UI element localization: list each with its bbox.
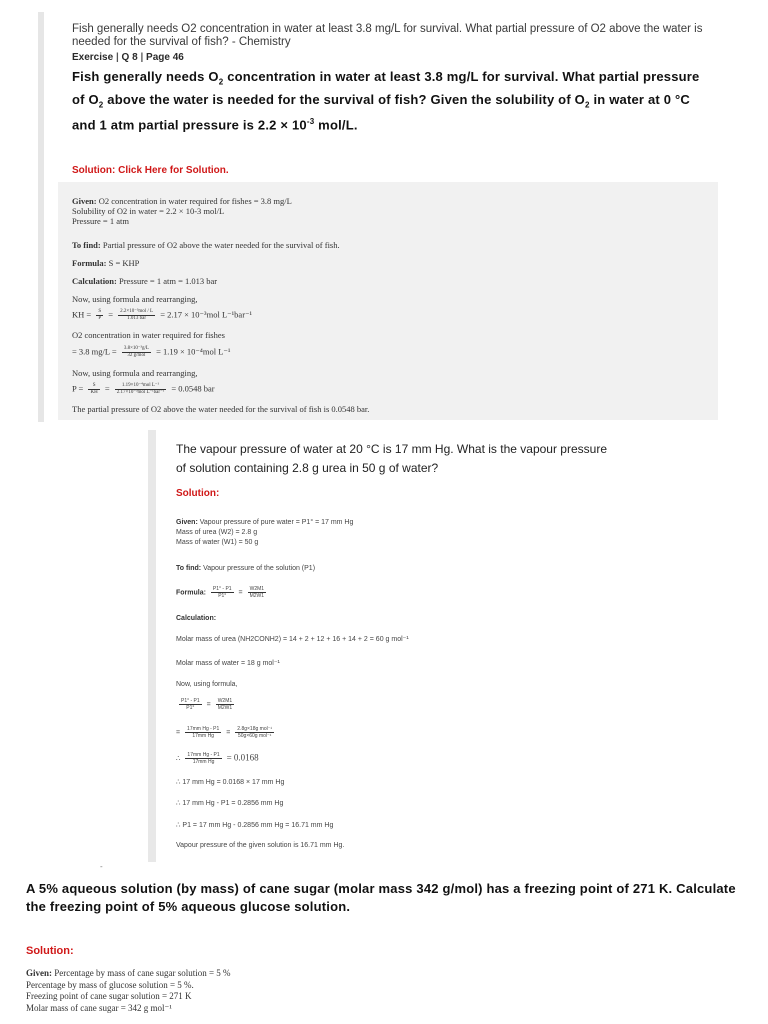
- formula-line: [176, 586, 269, 599]
- now-using-line: Now, using formula and rearranging,: [72, 294, 198, 304]
- conclusion-line: Vapour pressure of the given solution is 16.71 mm Hg.: [176, 842, 345, 849]
- fraction-denominator: P: [98, 316, 102, 321]
- kh-equation: [72, 309, 252, 322]
- glucose-percentage-line: Percentage by mass of glucose solution = 5 %.: [26, 980, 194, 990]
- pressure-line: Pressure = 1 atm: [72, 216, 129, 226]
- fraction-denominator: P1°: [218, 593, 227, 599]
- formula-label: Formula:: [176, 589, 206, 597]
- question-part: concentration in water at least 3.8 mg/L for survival. What partial pressure of O: [72, 69, 700, 107]
- exercise-label: Exercise: [72, 52, 114, 63]
- question-block-vapour-pressure: [148, 430, 614, 862]
- fraction-denominator: 2.17×10⁻³mol L⁻¹bar⁻¹: [116, 390, 165, 395]
- to-find-text: Vapour pressure of the solution (P1): [203, 565, 316, 572]
- fraction: [115, 383, 166, 396]
- fraction: [96, 309, 103, 322]
- molar-mass-urea-line: Molar mass of urea (NH2CONH2) = 14 + 2 + 12 + 16 + 14 + 2 = 60 g mol⁻¹: [176, 636, 409, 643]
- therefore-symbol: ∴: [176, 755, 181, 763]
- calculation-label-text: Calculation:: [176, 615, 217, 622]
- question-text: A 5% aqueous solution (by mass) of cane sugar (molar mass 342 g/mol) has a freezing point of 271 K. Calculate the freezing point of 5% aqueous glucose solution.: [26, 881, 736, 914]
- molar-mass-line: Molar mass of cane sugar = 342 g mol⁻¹: [26, 1003, 172, 1013]
- fraction-numerator: 1.19×10⁻⁴mol L⁻¹: [115, 383, 166, 390]
- fraction-denominator: M2W1: [249, 593, 265, 599]
- calculation-text: Pressure = 1 atm = 1.013 bar: [119, 276, 218, 286]
- fraction: [248, 586, 266, 599]
- given-text: Percentage by mass of cane sugar solution = 5 %: [54, 968, 231, 978]
- fraction-numerator: P1° - P1: [181, 698, 200, 704]
- fraction-denominator: 17mm Hg: [192, 733, 214, 739]
- equals-sign: =: [238, 589, 243, 597]
- given-text: Vapour pressure of pure water = P1° = 17 mm Hg: [199, 519, 354, 526]
- fraction: [211, 586, 234, 599]
- equals-sign: =: [226, 729, 231, 737]
- solution-box: [58, 182, 718, 420]
- fraction: [179, 698, 202, 711]
- page-header-title: Fish generally needs O2 concentration in water at least 3.8 mg/L for survival. What partial pressure of O2 above the water is needed for the survival of fish? - Chemistry: [72, 23, 703, 48]
- fraction-denominator: M2W1: [217, 705, 233, 711]
- calculation-line: [72, 276, 217, 286]
- fraction-numerator: 2.8g×18g mol⁻¹: [237, 726, 273, 732]
- o2-concentration-line: O2 concentration in water required for fishes: [72, 330, 225, 340]
- solution-label: Solution:: [176, 488, 220, 499]
- now-using-line: Now, using formula,: [176, 681, 238, 688]
- equals-sign: =: [108, 309, 114, 320]
- conclusion-line: The partial pressure of O2 above the water needed for the survival of fish is 0.0548 bar.: [72, 404, 370, 414]
- given-line: [26, 968, 231, 979]
- fraction: [185, 752, 221, 765]
- fraction-numerator: S: [98, 309, 102, 314]
- fraction: [122, 346, 151, 359]
- left-accent-bar: [38, 12, 44, 422]
- separator-dash: -: [100, 862, 103, 871]
- exercise-breadcrumb: [72, 52, 184, 63]
- freezing-point-line: Freezing point of cane sugar solution = 271 K: [26, 991, 192, 1001]
- fraction-numerator: 3.8×10⁻³g/L: [123, 346, 149, 351]
- subscript: 2: [218, 77, 224, 87]
- step3-equation: [176, 752, 259, 765]
- question-part: above the water is needed for the survival of fish? Given the solubility of O: [103, 91, 585, 107]
- fraction-denominator: KH: [90, 390, 98, 395]
- fraction-numerator: W2M1: [249, 586, 265, 592]
- fraction-denominator: 1.013 bar: [127, 316, 147, 321]
- to-find-label: To find:: [176, 565, 202, 572]
- fraction: [216, 698, 234, 711]
- concentration-lhs: = 3.8 mg/L =: [72, 346, 117, 357]
- pressure-equation: [72, 383, 215, 396]
- step1-equation: [176, 698, 237, 711]
- fraction-numerator: W2M1: [217, 698, 233, 704]
- to-find-line: [72, 240, 340, 250]
- breadcrumb-separator: |: [140, 52, 144, 63]
- fraction-numerator: P1° - P1: [212, 586, 232, 592]
- question-block-fish-oxygen: [38, 12, 728, 422]
- fraction-numerator: 17mm Hg - P1: [187, 726, 220, 732]
- mass-water-line: Mass of water (W1) = 50 g: [176, 539, 259, 546]
- kh-lhs: KH =: [72, 309, 92, 320]
- solution-link[interactable]: Solution: Click Here for Solution.: [72, 165, 229, 176]
- given-line: [72, 196, 292, 206]
- fraction: [88, 383, 99, 396]
- question-text: [72, 68, 712, 134]
- solubility-line: Solubility of O2 in water = 2.2 × 10-3 mol/L: [72, 206, 225, 216]
- step6-line: ∴ P1 = 17 mm Hg - 0.2856 mm Hg = 16.71 mm Hg: [176, 822, 334, 829]
- concentration-result: = 1.19 × 10⁻⁴mol L⁻¹: [156, 346, 231, 357]
- mass-urea-line: Mass of urea (W2) = 2.8 g: [176, 529, 258, 536]
- fraction: [235, 726, 274, 739]
- fraction-numerator: 2.2×10⁻³mol / L: [120, 309, 154, 314]
- left-accent-bar: [148, 430, 156, 862]
- fraction-denominator: P1°: [186, 705, 195, 711]
- pressure-result: = 0.0548 bar: [171, 383, 215, 394]
- to-find-line: [176, 564, 315, 573]
- subscript: 2: [98, 100, 104, 110]
- given-text: O2 concentration in water required for fishes = 3.8 mg/L: [98, 196, 292, 206]
- breadcrumb-separator: |: [115, 52, 119, 63]
- pressure-lhs: P =: [72, 383, 84, 394]
- fraction-denominator: 17mm Hg: [192, 759, 215, 765]
- subscript: 2: [584, 100, 590, 110]
- given-label: Given:: [176, 519, 198, 526]
- solution-label: Solution:: [26, 945, 74, 957]
- equals-sign: =: [206, 701, 211, 709]
- equals-sign: =: [104, 383, 110, 394]
- question-part: mol/L.: [314, 117, 358, 133]
- question-text: The vapour pressure of water at 20 °C is 17 mm Hg. What is the vapour pressure of solution containing 2.8 g urea in 50 g of water?: [176, 442, 607, 475]
- to-find-text: Partial pressure of O2 above the water needed for the survival of fish.: [102, 240, 340, 250]
- step2-equation: [176, 726, 277, 739]
- question-number: Q 8: [121, 52, 138, 63]
- fraction-numerator: 17mm Hg - P1: [187, 752, 220, 758]
- kh-result: = 2.17 × 10⁻³mol L⁻¹bar⁻¹: [160, 309, 253, 320]
- step4-line: ∴ 17 mm Hg = 0.0168 × 17 mm Hg: [176, 779, 285, 786]
- given-line: [176, 518, 353, 527]
- fraction: [118, 309, 155, 322]
- superscript: -3: [306, 117, 315, 127]
- now-using-line: Now, using formula and rearranging,: [72, 368, 198, 378]
- fraction-numerator: S: [88, 383, 99, 390]
- formula-line: [72, 258, 139, 268]
- formula-text: S = KHP: [108, 258, 140, 268]
- formula-label: Formula:: [72, 258, 107, 268]
- calculation-label: Calculation:: [72, 276, 117, 286]
- given-label: Given:: [72, 196, 97, 206]
- equals-sign: =: [176, 729, 181, 737]
- step5-line: ∴ 17 mm Hg - P1 = 0.2856 mm Hg: [176, 800, 284, 807]
- step3-result: = 0.0168: [226, 752, 259, 763]
- given-label: Given:: [26, 968, 52, 978]
- question-part: in water at 0 °C and 1 atm partial pressure is 2.2 × 10: [72, 91, 690, 133]
- concentration-equation: [72, 346, 230, 359]
- molar-mass-water-line: Molar mass of water = 18 g mol⁻¹: [176, 660, 280, 667]
- question-part: Fish generally needs O: [72, 69, 219, 84]
- calculation-label: [176, 614, 216, 623]
- fraction: [185, 726, 221, 739]
- to-find-label: To find:: [72, 240, 101, 250]
- fraction-denominator: 50g×60g mol⁻¹: [237, 733, 272, 739]
- fraction-denominator: 32 g/mol: [127, 353, 146, 358]
- page-number: Page 46: [146, 52, 184, 63]
